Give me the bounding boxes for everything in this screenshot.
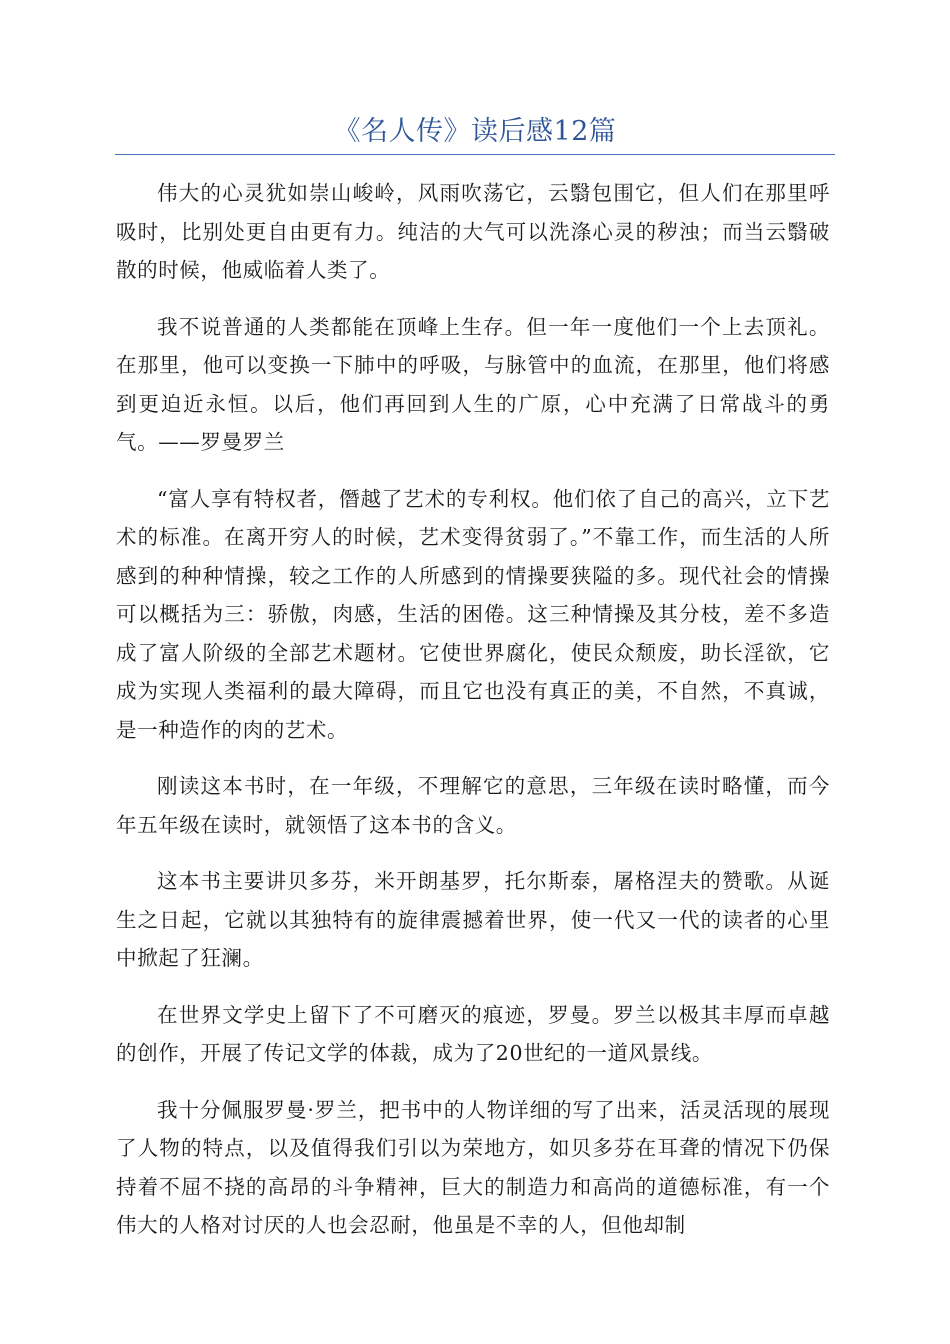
document-title: 《名人传》读后感12篇 (333, 116, 617, 147)
title-underline (115, 154, 835, 155)
document-body (116, 174, 830, 1263)
paragraph: 我十分佩服罗曼·罗兰，把书中的人物详细的写了出来，活灵活现的展现了人物的特点，以及值得我们引以为荣地方，如贝多芬在耳聋的情况下仍保持着不屈不挠的高昂的斗争精神，巨大的制造力和高尚的道德标准，有一个伟大的人格对讨厌的人也会忍耐，他虽是不幸的人，但他却制 (116, 1097, 830, 1237)
paragraph: 伟大的心灵犹如崇山峻岭，风雨吹荡它，云翳包围它，但人们在那里呼吸时，比别处更自由更有力。纯洁的大气可以洗涤心灵的秽浊；而当云翳破散的时候，他威临着人类了。 (116, 181, 830, 282)
paragraph: “富人享有特权者，僭越了艺术的专利权。他们依了自己的高兴，立下艺术的标准。在离开穷人的时候，艺术变得贫弱了。”不靠工作，而生活的人所感到的种种情操，较之工作的人所感到的情操要狭隘的多。现代社会的情操可以概括为三：骄傲，肉感，生活的困倦。这三种情操及其分枝，差不多造成了富人阶级的全部艺术题材。它使世界腐化，使民众颓废，助长淫欲，它成为实现人类福利的最大障碍，而且它也没有真正的美，不自然，不真诚，是一种造作的肉的艺术。 (116, 486, 830, 742)
paragraph: 刚读这本书时，在一年级，不理解它的意思，三年级在读时略懂，而今年五年级在读时，就领悟了这本书的含义。 (116, 774, 830, 837)
paragraph: 在世界文学史上留下了不可磨灭的痕迹，罗曼。罗兰以极其丰厚而卓越的创作，开展了传记文学的体裁，成为了20世纪的一道风景线。 (116, 1002, 830, 1065)
paragraph: 这本书主要讲贝多芬，米开朗基罗，托尔斯泰，屠格涅夫的赞歌。从诞生之日起，它就以其独特有的旋律震撼着世界，使一代又一代的读者的心里中掀起了狂澜。 (116, 869, 830, 970)
paragraph: 我不说普通的人类都能在顶峰上生存。但一年一度他们一个上去顶礼。在那里，他可以变换一下肺中的呼吸，与脉管中的血流，在那里，他们将感到更迫近永恒。以后，他们再回到人生的广原，心中充满了日常战斗的勇气。——罗曼罗兰 (116, 314, 830, 454)
